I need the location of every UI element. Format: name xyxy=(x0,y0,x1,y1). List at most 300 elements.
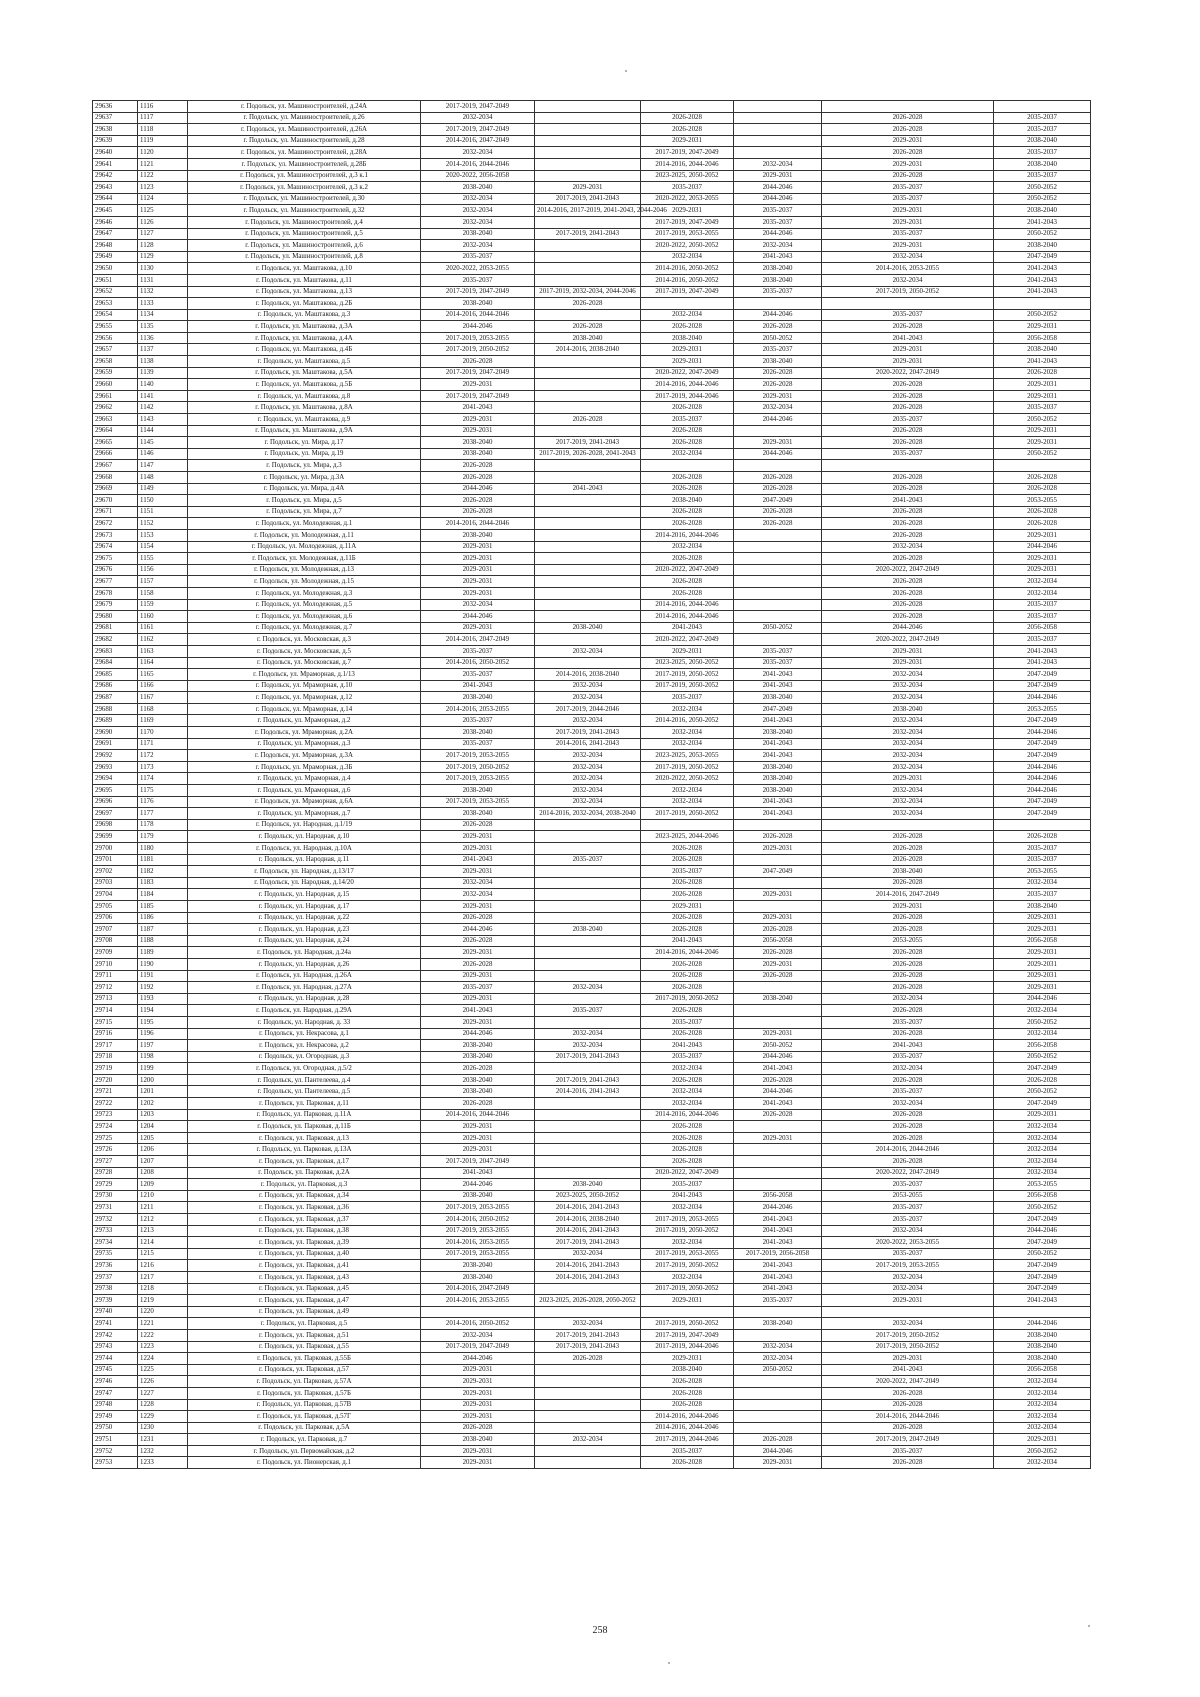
period-5-cell: 2014-2016, 2044-2046 xyxy=(822,1411,994,1423)
period-6-cell: 2041-2043 xyxy=(994,1295,1091,1307)
address-cell: г. Подольск, ул. Машиностроителей, д.26 xyxy=(188,112,421,124)
period-5-cell: 2029-2031 xyxy=(822,240,994,252)
period-1-cell: 2026-2028 xyxy=(421,1063,535,1075)
record-id-cell: 29716 xyxy=(93,1028,138,1040)
item-number-cell: 1135 xyxy=(138,321,188,333)
address-cell: г. Подольск, ул. Машиностроителей, д.28 xyxy=(188,135,421,147)
period-3-cell: 2029-2031 xyxy=(641,205,734,217)
item-number-cell: 1188 xyxy=(138,935,188,947)
period-4-cell xyxy=(734,1376,822,1388)
period-1-cell: 2029-2031 xyxy=(421,414,535,426)
table-row xyxy=(93,1028,1091,1040)
table-row xyxy=(93,1295,1091,1307)
record-id-cell: 29743 xyxy=(93,1341,138,1353)
period-2-cell: 2017-2019, 2041-2043 xyxy=(535,437,641,449)
period-4-cell: 2026-2028 xyxy=(734,367,822,379)
record-id-cell: 29737 xyxy=(93,1271,138,1283)
period-2-cell xyxy=(535,101,641,113)
address-cell: г. Подольск, ул. Парковая, д.57Г xyxy=(188,1411,421,1423)
table-row xyxy=(93,843,1091,855)
period-1-cell: 2035-2037 xyxy=(421,715,535,727)
period-2-cell xyxy=(535,599,641,611)
period-2-cell xyxy=(535,460,641,472)
period-1-cell: 2026-2028 xyxy=(421,1098,535,1110)
period-4-cell: 2050-2052 xyxy=(734,1040,822,1052)
period-1-cell: 2038-2040 xyxy=(421,448,535,460)
period-6-cell: 2047-2049 xyxy=(994,1098,1091,1110)
record-id-cell: 29679 xyxy=(93,599,138,611)
address-cell: г. Подольск, ул. Парковая, д.45 xyxy=(188,1283,421,1295)
period-3-cell: 2026-2028 xyxy=(641,576,734,588)
address-cell: г. Подольск, ул. Мраморная, д.6А xyxy=(188,796,421,808)
table-row xyxy=(93,1214,1091,1226)
table-row xyxy=(93,274,1091,286)
period-2-cell xyxy=(535,472,641,484)
period-5-cell: 2026-2028 xyxy=(822,982,994,994)
period-3-cell: 2026-2028 xyxy=(641,854,734,866)
period-2-cell xyxy=(535,611,641,623)
table-row xyxy=(93,866,1091,878)
table-row xyxy=(93,1051,1091,1063)
period-1-cell: 2029-2031 xyxy=(421,843,535,855)
period-4-cell: 2032-2034 xyxy=(734,1353,822,1365)
address-cell: г. Подольск, ул. Парковая, д.43 xyxy=(188,1271,421,1283)
period-3-cell: 2017-2019, 2053-2055 xyxy=(641,1248,734,1260)
period-2-cell xyxy=(535,1306,641,1318)
item-number-cell: 1122 xyxy=(138,170,188,182)
item-number-cell: 1125 xyxy=(138,205,188,217)
period-2-cell: 2029-2031 xyxy=(535,182,641,194)
table-row xyxy=(93,761,1091,773)
address-cell: г. Подольск, ул. Мира, д.19 xyxy=(188,448,421,460)
period-2-cell: 2032-2034 xyxy=(535,982,641,994)
address-cell: г. Подольск, ул. Парковая, д.2А xyxy=(188,1167,421,1179)
period-1-cell: 2035-2037 xyxy=(421,669,535,681)
period-2-cell: 2014-2016, 2038-2040 xyxy=(535,669,641,681)
address-cell: г. Подольск, ул. Мраморная, д.12 xyxy=(188,692,421,704)
table-row xyxy=(93,448,1091,460)
address-cell: г. Подольск, ул. Московская, д.5 xyxy=(188,645,421,657)
address-cell: г. Подольск, ул. Некрасова, д.1 xyxy=(188,1028,421,1040)
address-cell: г. Подольск, ул. Первомайская, д.2 xyxy=(188,1445,421,1457)
period-3-cell: 2038-2040 xyxy=(641,332,734,344)
period-6-cell: 2044-2046 xyxy=(994,993,1091,1005)
record-id-cell: 29664 xyxy=(93,425,138,437)
period-4-cell: 2041-2043 xyxy=(734,808,822,820)
period-6-cell: 2026-2028 xyxy=(994,367,1091,379)
period-4-cell: 2026-2028 xyxy=(734,321,822,333)
period-4-cell xyxy=(734,101,822,113)
record-id-cell: 29677 xyxy=(93,576,138,588)
period-1-cell: 2020-2022, 2053-2055 xyxy=(421,263,535,275)
period-6-cell: 2044-2046 xyxy=(994,773,1091,785)
period-2-cell xyxy=(535,1422,641,1434)
period-6-cell: 2029-2031 xyxy=(994,529,1091,541)
period-1-cell: 2032-2034 xyxy=(421,877,535,889)
period-3-cell: 2014-2016, 2050-2052 xyxy=(641,715,734,727)
table-row xyxy=(93,622,1091,634)
period-1-cell: 2017-2019, 2047-2049 xyxy=(421,124,535,136)
record-id-cell: 29704 xyxy=(93,889,138,901)
period-6-cell: 2038-2040 xyxy=(994,240,1091,252)
item-number-cell: 1121 xyxy=(138,158,188,170)
table-row xyxy=(93,437,1091,449)
period-1-cell: 2035-2037 xyxy=(421,738,535,750)
period-6-cell: 2047-2049 xyxy=(994,1214,1091,1226)
period-6-cell: 2056-2058 xyxy=(994,1190,1091,1202)
item-number-cell: 1219 xyxy=(138,1295,188,1307)
period-1-cell: 2017-2019, 2050-2052 xyxy=(421,344,535,356)
table-row xyxy=(93,785,1091,797)
table-row xyxy=(93,390,1091,402)
address-cell: г. Подольск, ул. Народная, д.28 xyxy=(188,993,421,1005)
period-6-cell: 2032-2034 xyxy=(994,1028,1091,1040)
period-5-cell: 2032-2034 xyxy=(822,1063,994,1075)
period-3-cell: 2029-2031 xyxy=(641,344,734,356)
period-3-cell: 2035-2037 xyxy=(641,1445,734,1457)
record-id-cell: 29747 xyxy=(93,1387,138,1399)
item-number-cell: 1151 xyxy=(138,506,188,518)
period-1-cell: 2041-2043 xyxy=(421,1005,535,1017)
address-cell: г. Подольск, ул. Мира, д.3 xyxy=(188,460,421,472)
table-row xyxy=(93,669,1091,681)
record-id-cell: 29696 xyxy=(93,796,138,808)
item-number-cell: 1222 xyxy=(138,1329,188,1341)
address-cell: г. Подольск, ул. Парковая, д.34 xyxy=(188,1190,421,1202)
period-6-cell: 2035-2037 xyxy=(994,170,1091,182)
period-5-cell: 2020-2022, 2047-2049 xyxy=(822,1376,994,1388)
table-row xyxy=(93,715,1091,727)
item-number-cell: 1128 xyxy=(138,240,188,252)
period-3-cell: 2026-2028 xyxy=(641,553,734,565)
table-row xyxy=(93,1144,1091,1156)
table-row xyxy=(93,1121,1091,1133)
period-1-cell: 2035-2037 xyxy=(421,982,535,994)
record-id-cell: 29669 xyxy=(93,483,138,495)
period-2-cell: 2023-2025, 2026-2028, 2050-2052 xyxy=(535,1295,641,1307)
period-5-cell: 2032-2034 xyxy=(822,808,994,820)
item-number-cell: 1141 xyxy=(138,390,188,402)
table-row xyxy=(93,1399,1091,1411)
table-row xyxy=(93,1318,1091,1330)
period-3-cell: 2014-2016, 2050-2052 xyxy=(641,263,734,275)
period-5-cell: 2026-2028 xyxy=(822,958,994,970)
item-number-cell: 1190 xyxy=(138,958,188,970)
item-number-cell: 1153 xyxy=(138,529,188,541)
period-2-cell xyxy=(535,1445,641,1457)
item-number-cell: 1180 xyxy=(138,843,188,855)
period-3-cell: 2017-2019, 2050-2052 xyxy=(641,669,734,681)
period-4-cell: 2041-2043 xyxy=(734,750,822,762)
period-1-cell: 2029-2031 xyxy=(421,379,535,391)
period-6-cell: 2047-2049 xyxy=(994,715,1091,727)
period-3-cell: 2029-2031 xyxy=(641,645,734,657)
period-5-cell: 2017-2019, 2053-2055 xyxy=(822,1260,994,1272)
period-4-cell: 2029-2031 xyxy=(734,958,822,970)
period-2-cell: 2032-2034 xyxy=(535,750,641,762)
period-5-cell: 2029-2031 xyxy=(822,158,994,170)
table-row xyxy=(93,1132,1091,1144)
table-row xyxy=(93,228,1091,240)
period-5-cell: 2026-2028 xyxy=(822,611,994,623)
period-3-cell: 2020-2022, 2053-2055 xyxy=(641,193,734,205)
period-6-cell: 2047-2049 xyxy=(994,251,1091,263)
address-cell: г. Подольск, ул. Парковая, д.5А xyxy=(188,1422,421,1434)
period-4-cell xyxy=(734,1005,822,1017)
item-number-cell: 1210 xyxy=(138,1190,188,1202)
table-row xyxy=(93,1283,1091,1295)
table-row xyxy=(93,124,1091,136)
table-row xyxy=(93,1329,1091,1341)
period-3-cell: 2014-2016, 2044-2046 xyxy=(641,1422,734,1434)
record-id-cell: 29695 xyxy=(93,785,138,797)
period-5-cell: 2026-2028 xyxy=(822,112,994,124)
item-number-cell: 1167 xyxy=(138,692,188,704)
period-2-cell: 2017-2019, 2044-2046 xyxy=(535,703,641,715)
period-4-cell xyxy=(734,564,822,576)
table-row xyxy=(93,692,1091,704)
period-2-cell xyxy=(535,1156,641,1168)
address-cell: г. Подольск, ул. Парковая, д.13 xyxy=(188,1132,421,1144)
table-row xyxy=(93,634,1091,646)
period-3-cell: 2023-2025, 2053-2055 xyxy=(641,750,734,762)
period-3-cell: 2017-2019, 2050-2052 xyxy=(641,1283,734,1295)
record-id-cell: 29736 xyxy=(93,1260,138,1272)
period-6-cell: 2032-2034 xyxy=(994,1387,1091,1399)
record-id-cell: 29729 xyxy=(93,1179,138,1191)
period-4-cell: 2029-2031 xyxy=(734,170,822,182)
period-1-cell: 2029-2031 xyxy=(421,831,535,843)
table-row xyxy=(93,135,1091,147)
item-number-cell: 1162 xyxy=(138,634,188,646)
table-row xyxy=(93,587,1091,599)
period-6-cell: 2026-2028 xyxy=(994,831,1091,843)
address-cell: г. Подольск, ул. Молодежная, д.11Б xyxy=(188,553,421,565)
record-id-cell: 29683 xyxy=(93,645,138,657)
item-number-cell: 1202 xyxy=(138,1098,188,1110)
page-number: 258 xyxy=(592,1625,608,1636)
address-cell: г. Подольск, ул. Народная, д.10 xyxy=(188,831,421,843)
period-3-cell: 2026-2028 xyxy=(641,877,734,889)
table-row xyxy=(93,657,1091,669)
record-id-cell: 29744 xyxy=(93,1353,138,1365)
item-number-cell: 1197 xyxy=(138,1040,188,1052)
record-id-cell: 29723 xyxy=(93,1109,138,1121)
record-id-cell: 29713 xyxy=(93,993,138,1005)
period-6-cell: 2047-2049 xyxy=(994,1063,1091,1075)
period-1-cell: 2029-2031 xyxy=(421,622,535,634)
period-1-cell: 2017-2019, 2050-2052 xyxy=(421,761,535,773)
record-id-cell: 29726 xyxy=(93,1144,138,1156)
address-cell: г. Подольск, ул. Народная, д. 33 xyxy=(188,1016,421,1028)
item-number-cell: 1126 xyxy=(138,216,188,228)
period-4-cell: 2038-2040 xyxy=(734,692,822,704)
period-5-cell: 2035-2037 xyxy=(822,182,994,194)
period-4-cell: 2044-2046 xyxy=(734,1445,822,1457)
address-cell: г. Подольск, ул. Парковая, д.57В xyxy=(188,1399,421,1411)
period-4-cell: 2050-2052 xyxy=(734,332,822,344)
item-number-cell: 1232 xyxy=(138,1445,188,1457)
period-3-cell: 2020-2022, 2050-2052 xyxy=(641,773,734,785)
period-2-cell xyxy=(535,425,641,437)
period-6-cell: 2029-2031 xyxy=(994,958,1091,970)
period-2-cell xyxy=(535,402,641,414)
period-5-cell: 2026-2028 xyxy=(822,437,994,449)
period-5-cell: 2020-2022, 2053-2055 xyxy=(822,1237,994,1249)
period-1-cell: 2014-2016, 2050-2052 xyxy=(421,657,535,669)
period-4-cell: 2032-2034 xyxy=(734,240,822,252)
address-cell: г. Подольск, ул. Маштакова, д.9А xyxy=(188,425,421,437)
period-3-cell: 2023-2025, 2050-2052 xyxy=(641,657,734,669)
item-number-cell: 1118 xyxy=(138,124,188,136)
table-row xyxy=(93,982,1091,994)
period-5-cell: 2029-2031 xyxy=(822,1353,994,1365)
table-row xyxy=(93,321,1091,333)
period-6-cell: 2038-2040 xyxy=(994,900,1091,912)
period-6-cell xyxy=(994,819,1091,831)
table-row xyxy=(93,205,1091,217)
period-6-cell: 2041-2043 xyxy=(994,274,1091,286)
period-3-cell: 2032-2034 xyxy=(641,251,734,263)
period-5-cell: 2035-2037 xyxy=(822,1248,994,1260)
record-id-cell: 29733 xyxy=(93,1225,138,1237)
period-4-cell: 2038-2040 xyxy=(734,274,822,286)
period-3-cell: 2026-2028 xyxy=(641,112,734,124)
record-id-cell: 29640 xyxy=(93,147,138,159)
address-cell: г. Подольск, ул. Парковая, д.57Б xyxy=(188,1387,421,1399)
period-4-cell xyxy=(734,135,822,147)
period-4-cell: 2047-2049 xyxy=(734,703,822,715)
period-2-cell: 2038-2040 xyxy=(535,924,641,936)
period-4-cell xyxy=(734,1167,822,1179)
period-6-cell: 2026-2028 xyxy=(994,518,1091,530)
period-6-cell: 2032-2034 xyxy=(994,1156,1091,1168)
period-4-cell: 2026-2028 xyxy=(734,831,822,843)
period-4-cell: 2029-2031 xyxy=(734,437,822,449)
period-4-cell: 2041-2043 xyxy=(734,1063,822,1075)
item-number-cell: 1225 xyxy=(138,1364,188,1376)
item-number-cell: 1218 xyxy=(138,1283,188,1295)
period-6-cell: 2032-2034 xyxy=(994,1005,1091,1017)
period-4-cell: 2029-2031 xyxy=(734,390,822,402)
item-number-cell: 1182 xyxy=(138,866,188,878)
table-row xyxy=(93,819,1091,831)
period-3-cell xyxy=(641,819,734,831)
period-3-cell: 2032-2034 xyxy=(641,1086,734,1098)
period-4-cell: 2041-2043 xyxy=(734,251,822,263)
period-3-cell: 2017-2019, 2053-2055 xyxy=(641,228,734,240)
period-1-cell: 2017-2019, 2053-2055 xyxy=(421,773,535,785)
period-6-cell: 2035-2037 xyxy=(994,889,1091,901)
period-3-cell: 2026-2028 xyxy=(641,1376,734,1388)
period-2-cell: 2032-2034 xyxy=(535,1028,641,1040)
item-number-cell: 1144 xyxy=(138,425,188,437)
table-row xyxy=(93,1098,1091,1110)
period-6-cell: 2047-2049 xyxy=(994,738,1091,750)
period-2-cell: 2017-2019, 2041-2043 xyxy=(535,1341,641,1353)
period-6-cell: 2032-2034 xyxy=(994,1132,1091,1144)
address-cell: г. Подольск, ул. Маштакова, д.9 xyxy=(188,414,421,426)
record-id-cell: 29644 xyxy=(93,193,138,205)
period-5-cell: 2035-2037 xyxy=(822,309,994,321)
record-id-cell: 29742 xyxy=(93,1329,138,1341)
record-id-cell: 29663 xyxy=(93,414,138,426)
table-row xyxy=(93,379,1091,391)
period-2-cell: 2014-2016, 2041-2043 xyxy=(535,738,641,750)
item-number-cell: 1163 xyxy=(138,645,188,657)
period-4-cell: 2032-2034 xyxy=(734,158,822,170)
record-id-cell: 29639 xyxy=(93,135,138,147)
item-number-cell: 1199 xyxy=(138,1063,188,1075)
period-5-cell: 2032-2034 xyxy=(822,785,994,797)
record-id-cell: 29662 xyxy=(93,402,138,414)
record-id-cell: 29700 xyxy=(93,843,138,855)
address-cell: г. Подольск, ул. Молодежная, д.7 xyxy=(188,622,421,634)
period-6-cell: 2032-2034 xyxy=(994,1376,1091,1388)
period-5-cell: 2035-2037 xyxy=(822,1202,994,1214)
period-6-cell: 2029-2031 xyxy=(994,564,1091,576)
address-cell: г. Подольск, ул. Народная, д.26 xyxy=(188,958,421,970)
period-3-cell: 2041-2043 xyxy=(641,1190,734,1202)
period-2-cell xyxy=(535,541,641,553)
period-4-cell: 2035-2037 xyxy=(734,216,822,228)
record-id-cell: 29694 xyxy=(93,773,138,785)
period-5-cell xyxy=(822,1306,994,1318)
record-id-cell: 29730 xyxy=(93,1190,138,1202)
period-2-cell xyxy=(535,216,641,228)
period-4-cell: 2035-2037 xyxy=(734,645,822,657)
period-6-cell: 2026-2028 xyxy=(994,483,1091,495)
table-row xyxy=(93,1422,1091,1434)
address-cell: г. Подольск, ул. Парковая, д.7 xyxy=(188,1434,421,1446)
period-3-cell: 2014-2016, 2050-2052 xyxy=(641,274,734,286)
period-5-cell: 2026-2028 xyxy=(822,518,994,530)
record-id-cell: 29680 xyxy=(93,611,138,623)
record-id-cell: 29654 xyxy=(93,309,138,321)
address-cell: г. Подольск, ул. Молодежная, д.6 xyxy=(188,611,421,623)
period-3-cell: 2035-2037 xyxy=(641,1051,734,1063)
address-cell: г. Подольск, ул. Маштакова, д.3А xyxy=(188,321,421,333)
table-row xyxy=(93,773,1091,785)
table-row xyxy=(93,1445,1091,1457)
period-4-cell xyxy=(734,1411,822,1423)
period-3-cell: 2020-2022, 2047-2049 xyxy=(641,564,734,576)
period-3-cell: 2014-2016, 2044-2046 xyxy=(641,529,734,541)
period-3-cell: 2032-2034 xyxy=(641,309,734,321)
period-3-cell: 2017-2019, 2050-2052 xyxy=(641,680,734,692)
period-2-cell: 2032-2034 xyxy=(535,796,641,808)
period-4-cell: 2026-2028 xyxy=(734,472,822,484)
item-number-cell: 1211 xyxy=(138,1202,188,1214)
table-row xyxy=(93,309,1091,321)
table-row xyxy=(93,263,1091,275)
period-6-cell xyxy=(994,101,1091,113)
period-1-cell: 2026-2028 xyxy=(421,1422,535,1434)
period-3-cell: 2029-2031 xyxy=(641,356,734,368)
period-5-cell: 2029-2031 xyxy=(822,205,994,217)
address-cell: г. Подольск, ул. Молодежная, д.11А xyxy=(188,541,421,553)
period-3-cell: 2029-2031 xyxy=(641,135,734,147)
period-6-cell: 2047-2049 xyxy=(994,1260,1091,1272)
item-number-cell: 1169 xyxy=(138,715,188,727)
address-cell: г. Подольск, ул. Мраморная, д.3А xyxy=(188,750,421,762)
period-5-cell: 2044-2046 xyxy=(822,622,994,634)
record-id-cell: 29728 xyxy=(93,1167,138,1179)
record-id-cell: 29645 xyxy=(93,205,138,217)
period-5-cell: 2029-2031 xyxy=(822,216,994,228)
record-id-cell: 29705 xyxy=(93,900,138,912)
record-id-cell: 29674 xyxy=(93,541,138,553)
